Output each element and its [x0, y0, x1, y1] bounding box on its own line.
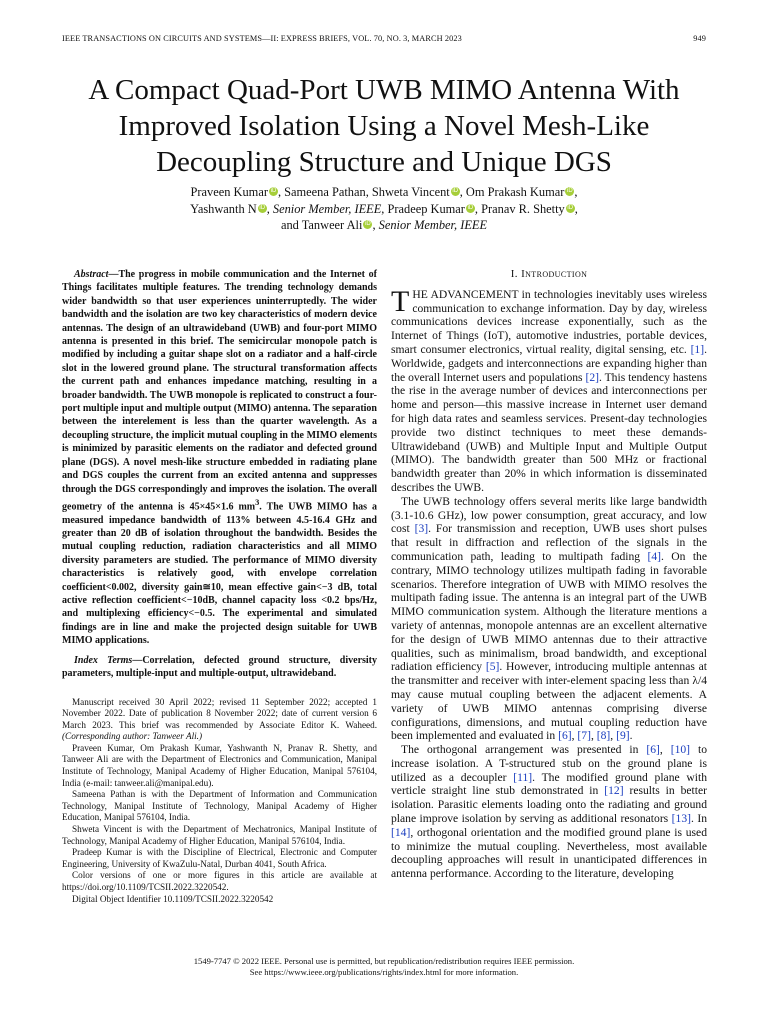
text: HE ADVANCEMENT in technologies inevitably uses wireless communication to exchange information. Day by day, wireless communications devices increase exponentially, such as the Internet of Things (IoT), automotive industries, portable devices, smart consumer electronics, virtual reality, digital sensing, etc.: [391, 287, 707, 356]
citation-link[interactable]: [6]: [646, 743, 660, 757]
section-heading: [391, 268, 707, 282]
citation-link[interactable]: [11]: [513, 770, 533, 784]
author-role: Senior Member, IEEE: [272, 201, 382, 216]
footnote-affiliation: Pradeep Kumar is with the Discipline of Electrical, Electronic and Computer Engineering, University of KwaZulu-Natal, Durban 4041, South Africa.: [62, 847, 377, 869]
text: results in better isolation. Parasitic elements loading onto the radiating and ground plane improve isolation by serving as additional resonators: [391, 784, 707, 826]
footnote-affiliation: Sameena Pathan is with the Department of Information and Communication Technology, Manipal Institute of Technology, Manipal Academy of Higher Education, Manipal 576104, India.: [62, 789, 377, 823]
text: . For transmission and reception, UWB uses short pulses that result in diffraction and reflection of the signals in the communication path, leading to multipath fading: [391, 522, 707, 563]
citation-link[interactable]: [9]: [616, 729, 630, 743]
text: The orthogonal arrangement was presented in: [401, 743, 647, 757]
text: . In: [690, 812, 707, 826]
author-name: , Pradeep Kumar: [381, 201, 465, 216]
citation-link[interactable]: [10]: [670, 743, 691, 757]
abstract-label: Abstract: [74, 269, 109, 280]
left-column: [62, 268, 377, 905]
index-terms: [62, 654, 377, 681]
paper-title: [40, 72, 728, 180]
text: , orthogonal orientation and the modified ground plane is used to minimize the mutual coupling. Nevertheless, most available decoupling approaches will result in unanticipated differences in antenna performance. According to the literature, developing: [391, 825, 707, 881]
citation-link[interactable]: [4]: [647, 549, 661, 563]
text: The UWB technology offers several merits like large bandwidth (3.1-10.6 GHz), low power consumption, great accuracy, and low cost: [391, 494, 707, 536]
text: . Worldwide, gadgets and interconnections are expanding higher than the overall Internet users and populations: [391, 342, 707, 384]
text: . This tendency hastens the rise in the average number of devices and interconnections per home and person—this massive increase in Internet user demand for high data rates and seamless services. Present-day technologies provide two distinct techniques to meet these demands- Ultrawideband (UWB) and Multiple Input and Multiple Output (MIMO). The bandwidth greater than 500 MHz or fractional bandwidth greater than 20% in which information is disseminated describes the UWB.: [391, 370, 707, 494]
citation-link[interactable]: [2]: [585, 370, 600, 384]
citation-link[interactable]: [8]: [596, 729, 611, 743]
orcid-icon[interactable]: iD: [270, 188, 277, 194]
footnote-text: Manuscript received 30 April 2022; revised 11 September 2022; accepted 1 November 2022. Date of publication 8 November 2022; date of current version 6 March 2023. This brief was recommended by Associate Editor K. Waheed.: [62, 696, 377, 730]
footnote-manuscript: [62, 697, 377, 743]
author-name: , Om Prakash Kumar: [459, 185, 565, 199]
author-line-2: Yashwanth N iD , Senior Member, IEEE, Pradeep Kumar iD , Pranav R. Shetty iD ,: [190, 201, 578, 216]
author-role: Senior Member, IEEE: [378, 218, 488, 232]
text: . On the contrary, MIMO technology utilizes multipath fading in favorable scenarios. Therefore integration of UWB with MIMO resolves the multipath fading issue. The antenna is an integral part of the UWB MIMO communication system. Although the literature mentions a variety of antennas, monopole antennas are an excellent alternative for the design of UWB MIMO antennas due to their attractive qualities, such as minimalism, broad bandwidth, and exceptional radiation efficiency: [391, 549, 707, 674]
author-line-1: [70, 184, 698, 201]
citation-link[interactable]: [5]: [485, 660, 500, 674]
orcid-icon[interactable]: iD: [567, 204, 574, 211]
rights-line: See https://www.ieee.org/publications/rights/index.html for more information.: [249, 967, 519, 977]
author-line-3: and Tanweer Ali iD , Senior Member, IEEE: [280, 218, 488, 232]
author-name: Praveen Kumar: [190, 185, 268, 199]
author-name: , Pranav R. Shetty: [474, 201, 565, 216]
orcid-icon[interactable]: iD: [452, 188, 459, 194]
title-line-1: A Compact Quad-Port UWB MIMO Antenna With: [88, 74, 680, 106]
citation-link[interactable]: [3]: [414, 522, 429, 536]
author-name: and Tanweer Ali: [280, 218, 363, 232]
abstract-text: —The progress in mobile communication and the Internet of Things facilitates multiple features. The trending technology demands wider bandwidth so that user experiences uninterruptedly. The wider bandwidth and the isolation are two key characteristics of modern device antennas. The design of an ultrawideband (UWB) and four-port MIMO antenna is presented in this brief. The semicircular monopole patch is modified by including a guitar shape slot on a radiator and a half-circle slot in the lowered ground plane. The structural transformation affects the current path and enhances impedance matching, resulting in a broader bandwidth. The UWB monopole is replicated to construct a four-port multiple input and multiple output (MIMO) antenna. The separation between the interelement is less than the quarter wavelength. As a decoupling structure, the implicit mutual coupling in the MIMO elements is minimized by parasitic elements on the radiator and defected ground plane (DGS). A novel mesh-like structure embedded in radiating plane and DGS couples the current from an excited antenna and suppresses through the DGS correspondingly and improves the isolation. The overall geometry of the antenna is 45×45×1.6 mm: [62, 269, 377, 513]
abstract-superscript: 3: [255, 497, 260, 507]
right-column: [391, 268, 707, 881]
section-number: I.: [510, 268, 518, 280]
footnote-doi: Digital Object Identifier 10.1109/TCSII.2022.3220542: [72, 893, 274, 904]
citation-link[interactable]: [12]: [604, 784, 624, 798]
separator: ,: [574, 201, 578, 216]
author-name: Yashwanth N: [190, 201, 257, 216]
section-title: Introduction: [521, 268, 588, 280]
title-line-3: Decoupling Structure and Unique DGS: [156, 146, 612, 178]
orcid-icon[interactable]: iD: [567, 188, 573, 194]
footnotes: [62, 697, 377, 906]
paragraph: The UWB technology offers several merits like large bandwidth (3.1-10.6 GHz), low power consumption, great accuracy, and low cost [3]. For transmission and reception, UWB uses short pulses that result in diffraction and reflection of the signals in the communication path, leading to multipath fading [4]. On the contrary, MIMO technology utilizes multipath fading in favorable scenarios. Therefore integration of UWB with MIMO resolves the multipath fading issue. The antenna is an integral part of the UWB MIMO communication system. Although the literature mentions a variety of antennas, monopole antennas are an excellent alternative for the design of UWB MIMO antennas due to their attractive qualities, such as minimalism, broad bandwidth, and exceptional radiation efficiency [5]. However, introducing multiple antennas at the transmitter and receiver with inter-element spacing less than λ/4 may cause mutual coupling between the adjacent elements. A variety of UWB MIMO antennas comprising diverse configurations, dimensions, and mutual coupling reduction have been implemented and evaluated in [6], [7], [8], [9].: [391, 494, 708, 743]
paragraph: [391, 284, 707, 495]
text: . However, introducing multiple antennas at the transmitter and receiver with inter-element spacing less than λ/4 may cause mutual coupling between the adjacent elements. A variety of UWB MIMO antennas comprising diverse configurations, dimensions, and mutual coupling reduction have been implemented and evaluated in: [391, 660, 708, 743]
copyright-footer: [60, 956, 708, 978]
corresponding-author: (Corresponding author: Tanweer Ali.): [62, 731, 203, 742]
citation-link[interactable]: [6]: [558, 729, 572, 743]
orcid-icon[interactable]: iD: [467, 204, 474, 211]
paragraph: The orthogonal arrangement was presented in [6], [10] to increase isolation. A T-structured stub on the ground plane is utilized as a decoupler [11]. The modified ground plane with verticle straight line stub demonstrated in [12] results in better isolation. Parasitic elements loading onto the radiating and ground plane improve isolation by serving as additional resonators [13]. In [14], orthogonal orientation and the modified ground plane is used to minimize the mutual coupling. Nevertheless, most available decoupling approaches will result in unanticipated differences in antenna performance. According to the literature, developing: [391, 743, 707, 881]
author-list: [70, 184, 698, 234]
citation-link[interactable]: [13]: [671, 812, 691, 826]
page-number: 949: [693, 34, 706, 43]
footnote-affiliation: Shweta Vincent is with the Department of Mechatronics, Manipal Institute of Technology, Manipal Academy of Higher Education, Manipal 576104, India.: [62, 824, 377, 846]
text: to increase isolation. A T-structured stub on the ground plane is utilized as a decoupler: [391, 743, 707, 784]
footnote-affiliation: Praveen Kumar, Om Prakash Kumar, Yashwanth N, Pranav R. Shetty, and Tanweer Ali are with the Department of Electronics and Communication, Manipal Institute of Technology, Manipal Academy of Higher Education, Manipal 576104, India (e-mail: tanweer.ali@manipal.edu).: [62, 742, 377, 788]
citation-link[interactable]: [14]: [391, 825, 411, 839]
title-line-2: Improved Isolation Using a Novel Mesh-Like: [118, 110, 650, 142]
journal-name: IEEE TRANSACTIONS ON CIRCUITS AND SYSTEMS—II: EXPRESS BRIEFS, VOL. 70, NO. 3, MARCH 2023: [62, 34, 462, 43]
abstract: [62, 268, 377, 648]
separator: ,: [574, 185, 578, 199]
index-terms-text: —Correlation, defected ground structure, diversity parameters, multiple-input and multiple-output, ultrawideband.: [62, 654, 378, 680]
orcid-icon[interactable]: iD: [259, 204, 266, 211]
text: . The modified ground plane with verticle straight line stub demonstrated in: [391, 770, 707, 798]
index-terms-label: Index Terms: [74, 654, 133, 666]
author-name: , Sameena Pathan, Shweta Vincent: [277, 185, 450, 199]
citation-link[interactable]: [7]: [577, 729, 591, 743]
copyright-line: 1549-7747 © 2022 IEEE. Personal use is permitted, but republication/redistribution requires IEEE permission.: [193, 956, 575, 966]
footnote-color: Color versions of one or more figures in this article are available at https://doi.org/10.1109/TCSII.2022.3220542.: [62, 870, 377, 893]
abstract-text-2: . The UWB MIMO has a measured impedance bandwidth of 113% between 4.5-16.4 GHz and greater than 20 dB of isolation throughout the bandwidth. Besides the mutual coupling reduction, radiation characteristics and all MIMO diversity parameters are studied. The performance of MIMO diversity characteristics is relatively good, with envelope correlation coefficient<0.002, diversity gain≅10, mean effective gain<−3 dB, total active reflection coefficient<−10dB, channel capacity loss <0.2 bps/Hz, and multiplexing efficiency<−0.5. The experimental and simulated findings are in line and make the projected design suitable for UWB MIMO applications.: [62, 501, 377, 647]
running-header: [62, 34, 706, 43]
orcid-icon[interactable]: iD: [365, 221, 371, 227]
citation-link[interactable]: [1]: [690, 342, 705, 356]
drop-cap: T: [391, 284, 410, 318]
